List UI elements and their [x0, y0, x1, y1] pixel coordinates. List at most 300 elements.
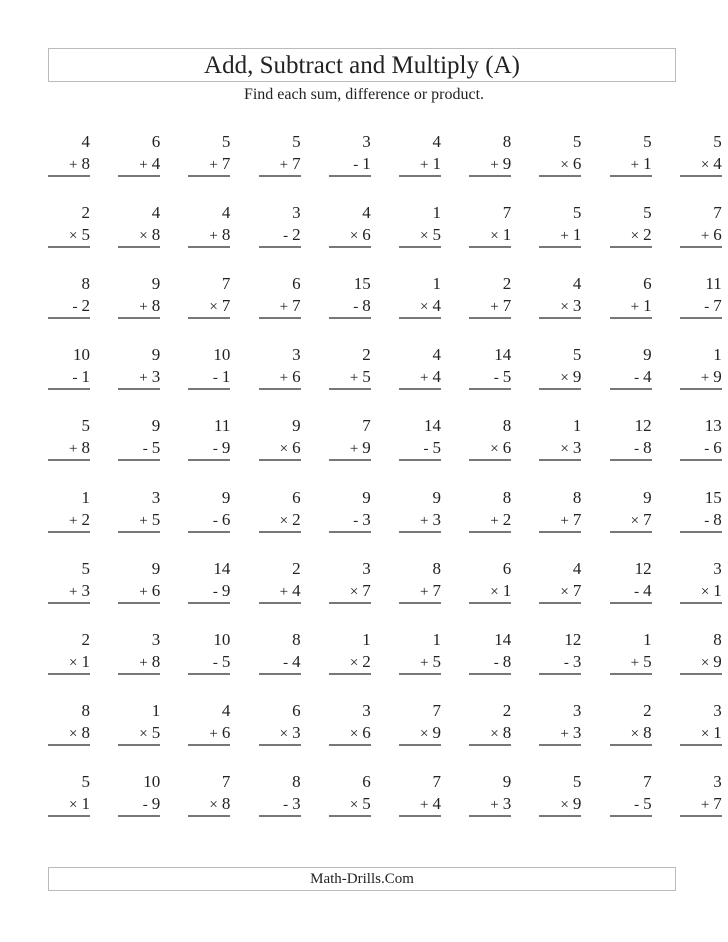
problem-bottom-line [259, 224, 301, 248]
problem-bottom-line [259, 580, 301, 604]
problem-top-number: 5 [292, 132, 301, 151]
problem-bottom-line [188, 722, 230, 746]
operator: × [630, 228, 640, 245]
problem-top-number: 6 [292, 274, 301, 294]
problem [539, 272, 581, 319]
problem-bottom-number: 5 [221, 651, 231, 671]
problem-bottom-number: 5 [643, 793, 652, 813]
problem-bottom-line [118, 509, 160, 533]
operator: × [630, 512, 640, 529]
problem-top-number: 4 [221, 203, 231, 223]
problem [48, 272, 90, 319]
problem [48, 414, 90, 461]
problem-bottom-number: 5 [151, 509, 161, 529]
problem-bottom-number: 2 [81, 296, 90, 316]
problem-top-number: 3 [151, 629, 161, 649]
problem-bottom-line [469, 224, 511, 248]
problem [469, 486, 511, 533]
problem [469, 343, 511, 390]
problem-bottom-line [329, 366, 371, 390]
problem [469, 557, 511, 604]
problem [329, 343, 371, 390]
operator: × [420, 228, 429, 245]
problem [259, 699, 301, 746]
problem-top-number: 6 [292, 487, 301, 507]
problem-top-number: 8 [432, 558, 441, 578]
problem-bottom-number: 7 [502, 296, 512, 316]
problem-bottom-line [118, 580, 160, 604]
problem [399, 770, 441, 817]
problem-bottom-number: 8 [151, 651, 161, 671]
operator: - [212, 654, 218, 671]
problem [188, 201, 230, 248]
problem-top-number: 7 [502, 203, 512, 223]
problem-bottom-line [610, 580, 652, 604]
operator: × [700, 157, 710, 173]
problem [118, 272, 160, 319]
problem-bottom-number: 1 [81, 367, 90, 387]
problem [610, 414, 652, 461]
problem-top-number: 9 [432, 487, 441, 507]
problem-bottom-line [118, 224, 160, 248]
operator: + [139, 583, 148, 600]
problem-top-number: 6 [292, 700, 301, 720]
problem-bottom-number: 8 [643, 438, 652, 458]
problem [259, 414, 301, 461]
operator: + [420, 370, 429, 387]
problem-bottom-line [188, 580, 230, 604]
problem-bottom-number: 3 [572, 651, 582, 671]
operator: + [490, 512, 499, 529]
problem-bottom-line [188, 224, 230, 248]
problem-bottom-number: 4 [643, 580, 652, 600]
problem [118, 557, 160, 604]
problem-top-number: 8 [713, 629, 722, 649]
problem-bottom-line [48, 224, 90, 248]
problem-top-number: 8 [572, 487, 582, 507]
problem-bottom-number: 8 [81, 154, 90, 173]
problem-bottom-line [399, 722, 441, 746]
problem [469, 414, 511, 461]
operator: × [700, 725, 710, 742]
problem-bottom-number: 5 [151, 438, 161, 458]
problem-bottom-number: 9 [713, 651, 722, 671]
problem-top-number: 1 [81, 487, 90, 507]
problem-top-number: 4 [362, 203, 371, 223]
problem [188, 343, 230, 390]
problem-bottom-number: 1 [221, 367, 231, 387]
problem-bottom-number: 7 [292, 154, 301, 173]
operator: - [72, 370, 78, 387]
problem [610, 201, 652, 248]
problem-top-number: 4 [432, 132, 441, 151]
problem-bottom-number: 4 [432, 367, 441, 387]
problem-top-number: 5 [221, 132, 231, 151]
problem [48, 343, 90, 390]
problem [399, 130, 441, 177]
operator: - [212, 583, 218, 600]
problem-bottom-number: 6 [221, 722, 231, 742]
problem [469, 130, 511, 177]
problem [610, 486, 652, 533]
problem-top-number: 1 [572, 416, 582, 436]
problem-bottom-number: 4 [432, 296, 441, 316]
problem-top-number: 1 [713, 345, 722, 365]
problem-bottom-line [188, 509, 230, 533]
problem-bottom-line [48, 793, 90, 817]
problem-top-number: 11 [214, 416, 231, 436]
problem [399, 486, 441, 533]
operator: × [279, 725, 289, 742]
problem [118, 130, 160, 177]
operator: - [704, 299, 710, 316]
problem-bottom-line [259, 509, 301, 533]
problem [48, 628, 90, 675]
problem-bottom-line [610, 722, 652, 746]
problem-bottom-line [48, 651, 90, 675]
problem-bottom-number: 2 [292, 225, 301, 245]
operator: + [490, 299, 499, 316]
operator: × [560, 441, 569, 458]
problem [329, 628, 371, 675]
problem [539, 770, 581, 817]
problem-top-number: 3 [292, 345, 301, 365]
problem [469, 201, 511, 248]
operator: × [69, 796, 78, 813]
problem-top-number: 1 [432, 274, 441, 294]
problem-top-number: 1 [151, 700, 161, 720]
operator: - [72, 299, 78, 316]
problem-bottom-number: 1 [432, 154, 441, 173]
problem-bottom-line [610, 437, 652, 461]
operator: × [420, 725, 429, 742]
operator: + [139, 299, 148, 316]
problem-top-number: 2 [502, 700, 512, 720]
problem-bottom-number: 6 [362, 722, 371, 742]
problem-bottom-number: 5 [432, 225, 441, 245]
problem-bottom-number: 5 [362, 367, 371, 387]
problem-bottom-line [680, 437, 722, 461]
problem-bottom-number: 5 [432, 651, 441, 671]
operator: + [700, 796, 710, 813]
problem-top-number: 7 [221, 274, 231, 294]
operator: + [349, 441, 359, 458]
operator: × [560, 796, 569, 813]
problem-bottom-number: 1 [713, 722, 722, 742]
problem [329, 486, 371, 533]
problem-bottom-number: 6 [292, 367, 301, 387]
problem-top-number: 8 [292, 771, 301, 791]
problem-top-number: 5 [572, 771, 582, 791]
problem-bottom-line [399, 295, 441, 319]
problem [329, 414, 371, 461]
problem-top-number: 5 [643, 203, 652, 223]
instructions: Find each sum, difference or product. [243, 86, 485, 103]
problem-top-number: 9 [643, 487, 652, 507]
problem [259, 201, 301, 248]
problem-top-number: 13 [704, 416, 722, 436]
problem-top-number: 15 [704, 487, 722, 507]
problem-bottom-line [539, 651, 581, 675]
problem-top-number: 5 [713, 132, 722, 151]
problem-bottom-line [539, 366, 581, 390]
problem-bottom-line [469, 153, 511, 177]
problem-top-number: 10 [213, 629, 231, 649]
problem-bottom-number: 5 [643, 651, 652, 671]
problem-bottom-line [680, 295, 722, 319]
problem-bottom-number: 4 [643, 367, 652, 387]
problem [680, 557, 722, 604]
problem [188, 130, 230, 177]
problem-top-number: 6 [502, 558, 512, 578]
problem-top-number: 1 [432, 629, 441, 649]
problem-bottom-number: 7 [221, 296, 231, 316]
operator: × [560, 157, 569, 173]
problem-top-number: 8 [292, 629, 301, 649]
problem-bottom-line [188, 651, 230, 675]
problem-bottom-line [118, 722, 160, 746]
operator: + [139, 512, 148, 529]
operator: + [349, 370, 359, 387]
operator: + [420, 157, 429, 173]
problem-bottom-line [329, 437, 371, 461]
problem-bottom-line [399, 580, 441, 604]
operator: - [142, 796, 148, 813]
problem [539, 628, 581, 675]
problem-top-number: 2 [81, 629, 90, 649]
problem-bottom-number: 8 [81, 438, 90, 458]
operator: × [349, 583, 359, 600]
problem-bottom-number: 1 [81, 793, 90, 813]
problem-bottom-line [48, 580, 90, 604]
problem-top-number: 10 [73, 345, 90, 365]
problem-bottom-line [469, 437, 511, 461]
problem-bottom-line [610, 651, 652, 675]
problem-bottom-line [539, 793, 581, 817]
problem-bottom-line [259, 153, 301, 177]
problem-top-number: 3 [713, 700, 722, 720]
operator: - [283, 654, 289, 671]
problem [469, 628, 511, 675]
problem-top-number: 2 [362, 345, 371, 365]
operator: - [212, 441, 218, 458]
problem-bottom-number: 7 [713, 793, 722, 813]
operator: - [353, 157, 359, 173]
problem-top-number: 2 [643, 700, 652, 720]
problem-bottom-number: 3 [292, 793, 301, 813]
problem [610, 557, 652, 604]
problem-top-number: 15 [353, 274, 371, 294]
operator: × [349, 228, 359, 245]
problem-bottom-line [48, 366, 90, 390]
problem-bottom-number: 9 [362, 438, 371, 458]
problem-top-number: 8 [81, 700, 90, 720]
operator: - [563, 654, 569, 671]
operator: + [490, 796, 499, 813]
operator: × [279, 512, 289, 529]
problem-bottom-line [118, 437, 160, 461]
problem-top-number: 14 [494, 345, 512, 365]
problem-top-number: 7 [432, 700, 441, 720]
problem-bottom-line [469, 793, 511, 817]
problem-bottom-number: 9 [572, 793, 582, 813]
problem-top-number: 4 [572, 558, 582, 578]
problem [118, 770, 160, 817]
problem-bottom-line [680, 580, 722, 604]
problem-top-number: 9 [292, 416, 301, 436]
problem-bottom-number: 9 [713, 367, 722, 387]
problem-bottom-number: 2 [81, 509, 90, 529]
problem-bottom-line [680, 722, 722, 746]
operator: + [560, 512, 569, 529]
problem-bottom-number: 7 [292, 296, 301, 316]
problem-bottom-number: 8 [151, 296, 161, 316]
problem-bottom-number: 6 [151, 580, 161, 600]
operator: × [209, 796, 218, 813]
problem-bottom-line [539, 580, 581, 604]
problem [539, 557, 581, 604]
operator: × [700, 583, 710, 600]
problem [399, 201, 441, 248]
operator: - [353, 299, 359, 316]
problem-bottom-number: 5 [81, 225, 90, 245]
operator: + [139, 157, 148, 173]
problem-bottom-number: 7 [643, 509, 652, 529]
operator: × [490, 441, 499, 458]
problem [118, 201, 160, 248]
problem-bottom-number: 6 [713, 438, 722, 458]
problem-bottom-number: 3 [81, 580, 90, 600]
problem-bottom-number: 7 [572, 580, 582, 600]
problem-bottom-line [399, 366, 441, 390]
problem-bottom-line [329, 224, 371, 248]
operator: + [69, 512, 78, 529]
problem-bottom-line [469, 295, 511, 319]
problem-bottom-line [188, 793, 230, 817]
problem [399, 272, 441, 319]
operator: × [69, 228, 78, 245]
problem-bottom-line [188, 366, 230, 390]
problem [118, 414, 160, 461]
problem-top-number: 2 [292, 558, 301, 578]
operator: - [493, 654, 499, 671]
operator: × [420, 299, 429, 316]
operator: + [630, 299, 640, 316]
operator: × [490, 583, 499, 600]
problem [610, 699, 652, 746]
problem-bottom-number: 3 [572, 722, 582, 742]
problem-top-number: 9 [643, 345, 652, 365]
problem [610, 770, 652, 817]
problem-bottom-line [329, 580, 371, 604]
problem-bottom-number: 3 [432, 509, 441, 529]
problem-bottom-number: 4 [713, 154, 722, 173]
problem-bottom-number: 7 [713, 296, 722, 316]
problem-top-number: 4 [81, 132, 90, 151]
problem-bottom-line [259, 651, 301, 675]
problem-bottom-number: 9 [221, 438, 231, 458]
problem-bottom-number: 1 [572, 225, 582, 245]
problem-bottom-number: 2 [292, 509, 301, 529]
problem-bottom-line [259, 793, 301, 817]
problem [610, 130, 652, 177]
problem-top-number: 6 [151, 132, 161, 151]
problem-top-number: 9 [151, 345, 161, 365]
problem-top-number: 12 [634, 558, 652, 578]
operator: - [353, 512, 359, 529]
problem-bottom-line [329, 651, 371, 675]
problem-bottom-line [539, 437, 581, 461]
problem-top-number: 8 [502, 132, 512, 151]
operator: + [700, 228, 710, 245]
problem-top-number: 9 [221, 487, 231, 507]
problem-bottom-number: 3 [572, 296, 582, 316]
problem-bottom-line [399, 793, 441, 817]
problem-bottom-line [48, 295, 90, 319]
problem [680, 343, 722, 390]
problem-top-number: 14 [494, 629, 512, 649]
operator: + [700, 370, 710, 387]
problem-top-number: 7 [432, 771, 441, 791]
problem-bottom-line [188, 437, 230, 461]
problem-bottom-number: 8 [81, 722, 90, 742]
problem-bottom-line [48, 722, 90, 746]
operator: + [630, 654, 640, 671]
problem-top-number: 8 [502, 416, 512, 436]
problem-bottom-number: 8 [713, 509, 722, 529]
operator: + [209, 228, 218, 245]
problem [48, 201, 90, 248]
problem [469, 272, 511, 319]
operator: × [490, 725, 499, 742]
problem [680, 486, 722, 533]
problem-bottom-line [680, 793, 722, 817]
problem-top-number: 4 [151, 203, 161, 223]
problem-bottom-number: 1 [362, 154, 371, 173]
problem-bottom-number: 5 [151, 722, 161, 742]
problem-bottom-number: 3 [292, 722, 301, 742]
problem-bottom-line [188, 153, 230, 177]
operator: + [69, 157, 78, 173]
problem [259, 557, 301, 604]
operator: + [560, 725, 569, 742]
problem-bottom-number: 7 [362, 580, 371, 600]
problem [539, 130, 581, 177]
operator: + [69, 441, 78, 458]
operator: × [139, 228, 148, 245]
problem-bottom-number: 1 [81, 651, 90, 671]
problem-bottom-line [259, 722, 301, 746]
problem-bottom-line [680, 651, 722, 675]
footer-site: Math-Drills.Com [48, 867, 676, 891]
problem-top-number: 3 [362, 132, 371, 151]
operator: + [420, 796, 429, 813]
problem-bottom-number: 2 [643, 225, 652, 245]
problem [610, 628, 652, 675]
operator: × [209, 299, 218, 316]
problem [680, 272, 722, 319]
problem-bottom-number: 6 [292, 438, 301, 458]
operator: - [423, 441, 429, 458]
problem-top-number: 9 [502, 771, 512, 791]
problem-bottom-number: 9 [151, 793, 161, 813]
operator: × [69, 654, 78, 671]
problem [329, 130, 371, 177]
operator: - [634, 370, 640, 387]
problem-bottom-line [610, 295, 652, 319]
problem-top-number: 6 [362, 771, 371, 791]
problem-top-number: 9 [151, 274, 161, 294]
